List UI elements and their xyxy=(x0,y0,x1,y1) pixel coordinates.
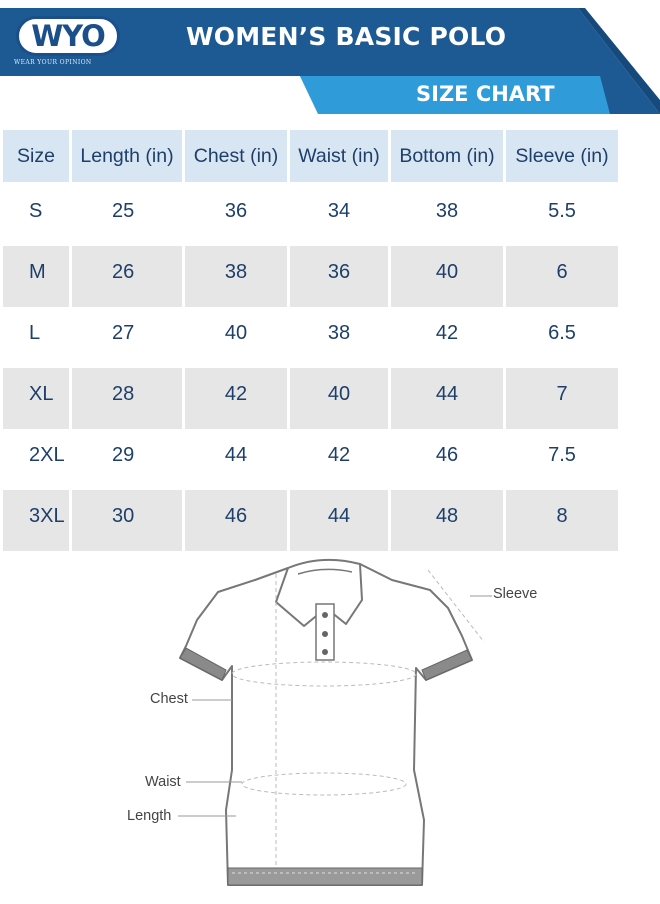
column-header-sleeve: Sleeve (in) xyxy=(506,130,618,185)
cell-chest: 42 xyxy=(185,368,287,429)
column-header-chest: Chest (in) xyxy=(185,130,287,185)
sleeve-label: Sleeve xyxy=(493,586,538,602)
polo-diagram xyxy=(0,540,660,904)
chest-label: Chest xyxy=(150,691,188,707)
cell-sleeve: 7 xyxy=(506,368,618,429)
cell-waist: 34 xyxy=(327,200,351,222)
cell-bottom: 42 xyxy=(435,322,459,344)
waist-label: Waist xyxy=(145,774,181,790)
cell-size: S xyxy=(29,200,43,222)
cell-size: 3XL xyxy=(3,490,69,551)
cell-length: 28 xyxy=(72,368,182,429)
table-row xyxy=(3,246,618,307)
cell-size: L xyxy=(29,322,41,344)
cell-sleeve: 6.5 xyxy=(548,322,576,344)
button-bottom xyxy=(322,649,328,655)
cell-waist: 42 xyxy=(327,444,351,466)
cell-bottom: 46 xyxy=(435,444,459,466)
button-top xyxy=(322,612,328,618)
column-header-length: Length (in) xyxy=(72,130,182,185)
cell-waist: 38 xyxy=(327,322,351,344)
brand-logo xyxy=(10,14,122,68)
cell-size: XL xyxy=(3,368,69,429)
cell-chest: 46 xyxy=(185,490,287,551)
cell-bottom: 48 xyxy=(391,490,503,551)
cell-bottom: 44 xyxy=(391,368,503,429)
size-chart-table xyxy=(0,130,621,551)
page-subtitle: SIZE CHART xyxy=(416,82,555,106)
logo-tagline: WEAR YOUR OPINION xyxy=(14,59,92,66)
logo-mark: WYO xyxy=(16,16,120,56)
table-row xyxy=(3,368,618,429)
cell-waist: 40 xyxy=(290,368,388,429)
cell-waist: 36 xyxy=(290,246,388,307)
length-label: Length xyxy=(127,808,172,824)
cell-chest: 38 xyxy=(185,246,287,307)
cell-length: 30 xyxy=(72,490,182,551)
cell-waist: 44 xyxy=(290,490,388,551)
column-header-waist: Waist (in) xyxy=(290,130,388,185)
column-header-size: Size xyxy=(3,130,69,185)
button-middle xyxy=(322,631,328,637)
cell-length: 26 xyxy=(72,246,182,307)
table-row xyxy=(3,429,618,490)
cell-chest: 36 xyxy=(224,200,248,222)
cell-length: 27 xyxy=(112,322,135,344)
page-title: WOMEN’S BASIC POLO xyxy=(186,22,507,51)
cell-chest: 44 xyxy=(224,444,248,466)
cell-sleeve: 7.5 xyxy=(548,444,576,466)
table-row xyxy=(3,185,618,246)
table-header-row xyxy=(3,130,618,185)
cell-size: 2XL xyxy=(29,444,65,466)
table-row xyxy=(3,307,618,368)
cell-length: 25 xyxy=(112,200,135,222)
cell-length: 29 xyxy=(112,444,135,466)
cell-sleeve: 5.5 xyxy=(548,200,576,222)
column-header-bottom: Bottom (in) xyxy=(391,130,503,185)
cell-bottom: 38 xyxy=(435,200,459,222)
cell-size: M xyxy=(3,246,69,307)
cell-bottom: 40 xyxy=(391,246,503,307)
cell-sleeve: 6 xyxy=(506,246,618,307)
cell-chest: 40 xyxy=(224,322,248,344)
cell-sleeve: 8 xyxy=(506,490,618,551)
hem-band xyxy=(228,868,422,885)
